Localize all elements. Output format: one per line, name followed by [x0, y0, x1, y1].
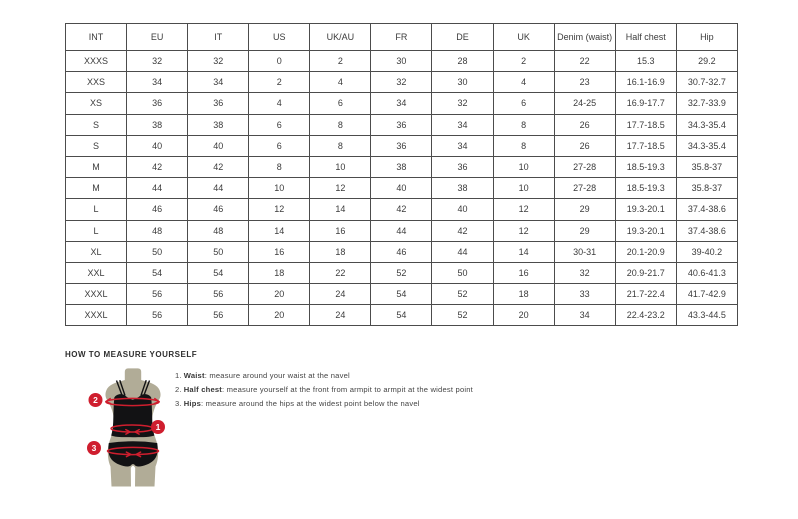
table-cell: 12: [310, 178, 371, 199]
table-cell: 52: [432, 284, 493, 305]
table-cell: 16: [310, 220, 371, 241]
step-number: 1.: [175, 371, 182, 380]
table-cell: 54: [371, 305, 432, 326]
table-cell: 32: [371, 72, 432, 93]
table-cell: 40: [371, 178, 432, 199]
table-cell: 42: [371, 199, 432, 220]
table-cell: 10: [493, 178, 554, 199]
table-cell: XXS: [66, 72, 127, 93]
table-cell: 54: [127, 262, 188, 283]
table-cell: 18: [249, 262, 310, 283]
table-cell: 19.3-20.1: [615, 199, 676, 220]
header-cell: Denim (waist): [554, 24, 615, 51]
table-cell: 29: [554, 220, 615, 241]
table-cell: M: [66, 156, 127, 177]
size-chart-header-row: [66, 24, 738, 51]
table-cell: 42: [432, 220, 493, 241]
table-cell: 14: [249, 220, 310, 241]
table-row: [66, 199, 738, 220]
table-cell: 14: [310, 199, 371, 220]
measure-step-hips: [175, 400, 473, 408]
table-cell: 17.7-18.5: [615, 135, 676, 156]
table-cell: 12: [249, 199, 310, 220]
table-row: [66, 51, 738, 72]
table-cell: 35.8-37: [676, 156, 737, 177]
table-cell: 56: [188, 284, 249, 305]
table-cell: 0: [249, 51, 310, 72]
table-cell: 22.4-23.2: [615, 305, 676, 326]
table-cell: 18.5-19.3: [615, 156, 676, 177]
table-cell: XXXS: [66, 51, 127, 72]
table-cell: 34.3-35.4: [676, 114, 737, 135]
table-cell: 50: [127, 241, 188, 262]
table-cell: 12: [493, 220, 554, 241]
step-text: : measure yourself at the front from armpit to armpit at the widest point: [222, 385, 473, 395]
table-cell: 35.8-37: [676, 178, 737, 199]
size-chart-table: [65, 23, 738, 326]
table-cell: 29: [554, 199, 615, 220]
table-cell: 27-28: [554, 178, 615, 199]
table-cell: 44: [432, 241, 493, 262]
table-cell: 26: [554, 114, 615, 135]
table-cell: 20.1-20.9: [615, 241, 676, 262]
table-cell: 56: [188, 305, 249, 326]
measure-steps-list: [175, 372, 473, 415]
table-cell: XS: [66, 93, 127, 114]
table-cell: 29.2: [676, 51, 737, 72]
table-cell: 40.6-41.3: [676, 262, 737, 283]
table-row: [66, 305, 738, 326]
table-cell: 6: [493, 93, 554, 114]
table-cell: XXXL: [66, 284, 127, 305]
step-number: 3.: [175, 399, 182, 409]
table-cell: 27-28: [554, 156, 615, 177]
table-cell: 40: [127, 135, 188, 156]
table-cell: 20.9-21.7: [615, 262, 676, 283]
table-cell: 8: [310, 114, 371, 135]
table-cell: 32: [188, 51, 249, 72]
table-cell: 38: [188, 114, 249, 135]
table-cell: 10: [310, 156, 371, 177]
table-cell: 50: [188, 241, 249, 262]
table-cell: 4: [310, 72, 371, 93]
table-cell: 32: [432, 93, 493, 114]
header-cell: US: [249, 24, 310, 51]
table-cell: 30: [371, 51, 432, 72]
table-cell: 36: [371, 135, 432, 156]
table-row: [66, 114, 738, 135]
table-cell: 2: [249, 72, 310, 93]
table-cell: L: [66, 199, 127, 220]
table-cell: 38: [371, 156, 432, 177]
step-term: Hips: [183, 399, 201, 409]
table-cell: XXXL: [66, 305, 127, 326]
table-cell: 33: [554, 284, 615, 305]
table-cell: 14: [493, 241, 554, 262]
table-cell: L: [66, 220, 127, 241]
table-cell: 36: [188, 93, 249, 114]
header-cell: EU: [127, 24, 188, 51]
header-cell: Half chest: [615, 24, 676, 51]
how-to-measure-heading: HOW TO MEASURE YOURSELF: [65, 350, 198, 359]
table-cell: 16: [493, 262, 554, 283]
table-cell: 52: [371, 262, 432, 283]
table-cell: 15.3: [615, 51, 676, 72]
table-cell: 12: [493, 199, 554, 220]
table-cell: 28: [432, 51, 493, 72]
table-cell: 19.3-20.1: [615, 220, 676, 241]
table-cell: 48: [188, 220, 249, 241]
header-cell: Hip: [676, 24, 737, 51]
table-cell: 34: [127, 72, 188, 93]
header-cell: IT: [188, 24, 249, 51]
table-cell: 16: [249, 241, 310, 262]
table-cell: 32.7-33.9: [676, 93, 737, 114]
table-cell: 34: [188, 72, 249, 93]
table-cell: 46: [127, 199, 188, 220]
marker-3-label: 3: [91, 443, 97, 453]
table-cell: 2: [310, 51, 371, 72]
table-cell: 21.7-22.4: [615, 284, 676, 305]
table-cell: 20: [249, 284, 310, 305]
table-cell: 30: [432, 72, 493, 93]
step-number: 2.: [175, 385, 182, 395]
step-term: Half chest: [183, 385, 223, 395]
table-row: [66, 220, 738, 241]
table-cell: 46: [371, 241, 432, 262]
table-cell: 26: [554, 135, 615, 156]
marker-2-label: 2: [93, 395, 98, 405]
table-cell: XL: [66, 241, 127, 262]
table-cell: 34: [554, 305, 615, 326]
table-cell: 54: [188, 262, 249, 283]
table-cell: 37.4-38.6: [676, 220, 737, 241]
table-cell: 10: [493, 156, 554, 177]
table-cell: 34.3-35.4: [676, 135, 737, 156]
table-cell: S: [66, 114, 127, 135]
table-cell: 41.7-42.9: [676, 284, 737, 305]
table-cell: 37.4-38.6: [676, 199, 737, 220]
table-cell: 17.7-18.5: [615, 114, 676, 135]
table-cell: 40: [432, 199, 493, 220]
header-cell: UK/AU: [310, 24, 371, 51]
table-cell: 22: [554, 51, 615, 72]
table-cell: XXL: [66, 262, 127, 283]
step-text: : measure around the hips at the widest point below the navel: [201, 399, 420, 409]
measure-step-half-chest: [175, 386, 473, 394]
table-cell: 32: [127, 51, 188, 72]
table-cell: M: [66, 178, 127, 199]
table-cell: 8: [249, 156, 310, 177]
table-cell: 2: [493, 51, 554, 72]
step-term: Waist: [183, 371, 205, 380]
table-cell: 52: [432, 305, 493, 326]
table-cell: 20: [249, 305, 310, 326]
table-row: [66, 178, 738, 199]
header-cell: UK: [493, 24, 554, 51]
table-cell: 23: [554, 72, 615, 93]
table-row: [66, 93, 738, 114]
size-chart-body: [66, 51, 738, 326]
table-cell: 34: [371, 93, 432, 114]
table-cell: 42: [127, 156, 188, 177]
table-cell: 36: [127, 93, 188, 114]
table-cell: 6: [249, 114, 310, 135]
header-cell: DE: [432, 24, 493, 51]
table-cell: 34: [432, 135, 493, 156]
table-cell: 20: [493, 305, 554, 326]
table-cell: 24: [310, 305, 371, 326]
table-cell: S: [66, 135, 127, 156]
table-cell: 48: [127, 220, 188, 241]
table-cell: 30.7-32.7: [676, 72, 737, 93]
table-row: [66, 156, 738, 177]
table-cell: 16.1-16.9: [615, 72, 676, 93]
table-cell: 36: [432, 156, 493, 177]
table-cell: 24: [310, 284, 371, 305]
table-cell: 56: [127, 284, 188, 305]
table-cell: 39-40.2: [676, 241, 737, 262]
table-cell: 8: [310, 135, 371, 156]
table-row: [66, 135, 738, 156]
table-row: [66, 284, 738, 305]
table-cell: 10: [249, 178, 310, 199]
table-cell: 24-25: [554, 93, 615, 114]
table-cell: 36: [371, 114, 432, 135]
table-cell: 46: [188, 199, 249, 220]
table-cell: 44: [127, 178, 188, 199]
table-cell: 38: [127, 114, 188, 135]
table-row: [66, 241, 738, 262]
table-cell: 43.3-44.5: [676, 305, 737, 326]
table-cell: 54: [371, 284, 432, 305]
table-cell: 18.5-19.3: [615, 178, 676, 199]
table-cell: 8: [493, 135, 554, 156]
table-cell: 42: [188, 156, 249, 177]
table-cell: 4: [493, 72, 554, 93]
table-cell: 44: [188, 178, 249, 199]
table-cell: 16.9-17.7: [615, 93, 676, 114]
table-cell: 6: [249, 135, 310, 156]
table-cell: 18: [493, 284, 554, 305]
table-cell: 56: [127, 305, 188, 326]
table-row: [66, 262, 738, 283]
table-cell: 8: [493, 114, 554, 135]
table-cell: 22: [310, 262, 371, 283]
table-cell: 6: [310, 93, 371, 114]
header-cell: FR: [371, 24, 432, 51]
table-cell: 32: [554, 262, 615, 283]
table-row: [66, 72, 738, 93]
table-cell: 34: [432, 114, 493, 135]
table-cell: 30-31: [554, 241, 615, 262]
table-cell: 40: [188, 135, 249, 156]
table-cell: 38: [432, 178, 493, 199]
table-cell: 50: [432, 262, 493, 283]
measure-step-waist: [175, 372, 473, 380]
marker-1-label: 1: [155, 422, 161, 432]
header-cell: INT: [66, 24, 127, 51]
table-cell: 44: [371, 220, 432, 241]
table-cell: 4: [249, 93, 310, 114]
step-text: : measure around your waist at the navel: [204, 371, 350, 380]
table-cell: 18: [310, 241, 371, 262]
